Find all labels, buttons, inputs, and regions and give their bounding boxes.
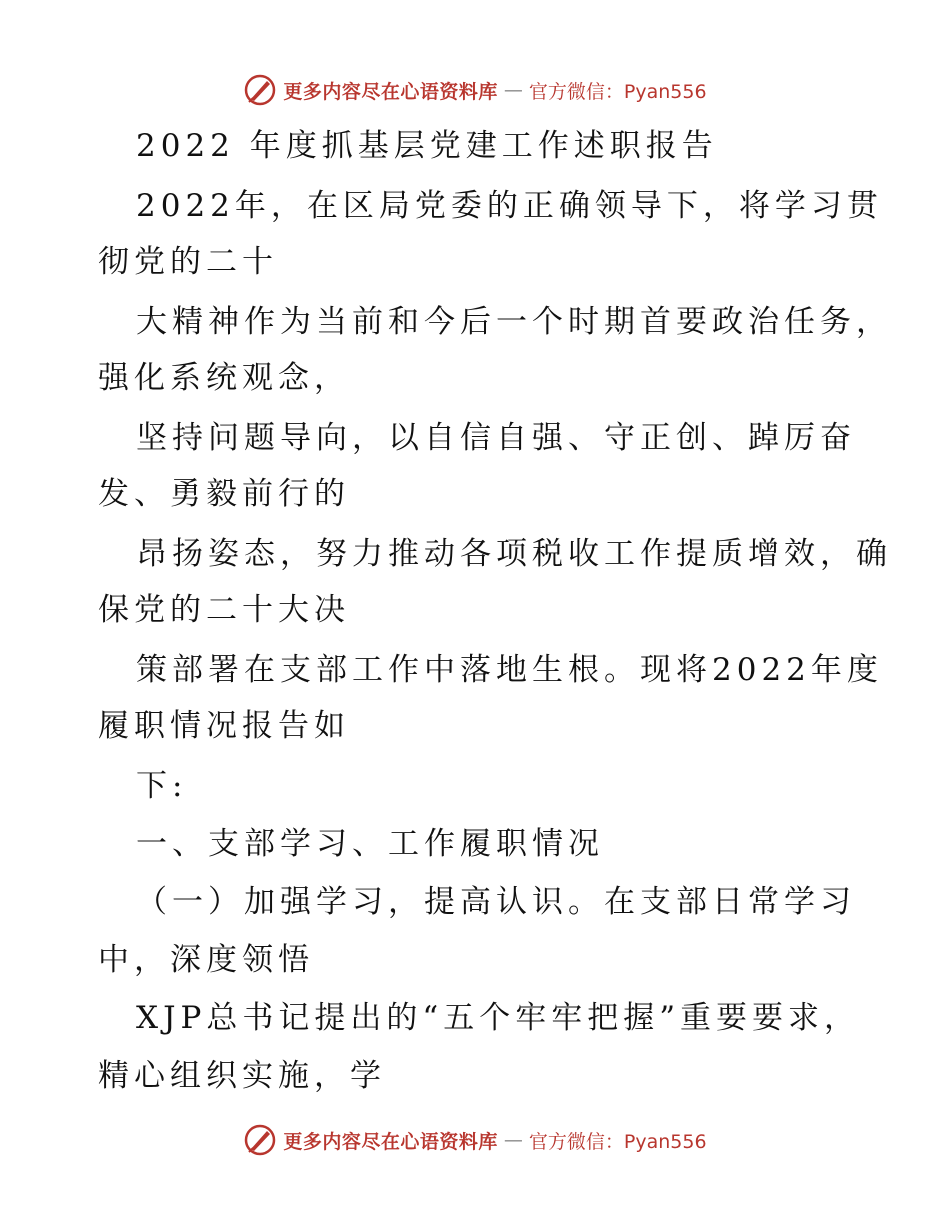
paragraph-line: 2022年，在区局党委的正确领导下，将学习贯 xyxy=(136,188,883,224)
watermark-brand-text: 更多内容尽在心语资料库 xyxy=(283,80,498,103)
watermark-brand-text: 更多内容尽在心语资料库 xyxy=(283,1130,498,1153)
paragraph-line: 策部署在支部工作中落地生根。现将2022年度 xyxy=(136,652,883,688)
document-title: 2022 年度抓基层党建工作述职报告 xyxy=(136,128,718,164)
paragraph-line: 发、勇毅前行的 xyxy=(98,476,350,512)
quill-pen-icon xyxy=(243,1123,277,1157)
paragraph-line: 强化系统观念， xyxy=(98,360,350,396)
paragraph-line: 保党的二十大决 xyxy=(98,592,350,628)
watermark-banner-top xyxy=(0,68,950,112)
watermark-separator: — xyxy=(503,1129,523,1151)
watermark-banner-bottom xyxy=(0,1118,950,1162)
paragraph-line: 彻党的二十 xyxy=(98,244,278,280)
paragraph-line: 中，深度领悟 xyxy=(98,942,314,978)
paragraph-line: 昂扬姿态，努力推动各项税收工作提质增效，确 xyxy=(136,536,892,572)
paragraph-line: 大精神作为当前和今后一个时期首要政治任务， xyxy=(136,304,892,340)
watermark-contact-text: 官方微信：Pyan556 xyxy=(528,80,707,103)
watermark-contact-text: 官方微信：Pyan556 xyxy=(528,1130,707,1153)
quill-pen-icon xyxy=(243,73,277,107)
paragraph-line: 履职情况报告如 xyxy=(98,708,350,744)
watermark-separator: — xyxy=(503,79,523,101)
paragraph-line: 精心组织实施，学 xyxy=(98,1058,386,1094)
paragraph-line: 坚持问题导向，以自信自强、守正创、踔厉奋 xyxy=(136,420,856,456)
paragraph-line: （一）加强学习，提高认识。在支部日常学习 xyxy=(136,884,856,920)
paragraph-line: XJP总书记提出的“五个牢牢把握”重要要求， xyxy=(136,1000,861,1036)
section-heading: 一、支部学习、工作履职情况 xyxy=(136,826,604,862)
paragraph-line: 下: xyxy=(136,768,188,804)
